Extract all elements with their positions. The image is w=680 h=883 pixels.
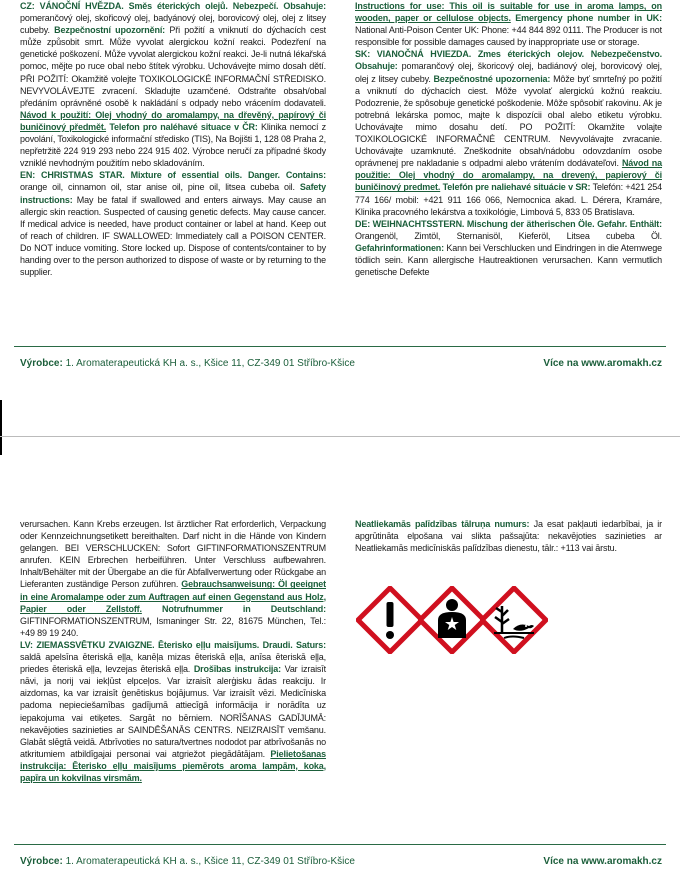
lv-section: LV: ZIEMASSVĒTKU ZVAIGZNE. Ēterisko eļļu maisījums. Draudi. Saturs: saldā apelsīna ēteriskā eļļa, kanēļa mizas ēteriskā eļļa, anīsa ēteriskā eļļa, priedes ēteriskā eļļa, levzejas ēteriskā eļļa. Drošības instrukcija: Var izraisīt nāvi, ja norij vai iekļūst elpceļos. Var izraisīt alerģisku ādas reakciju. Ir aizdomas, ka var izraisīt ģenētiskus bojājumus. Var izraisīt vēzi. Medicīniska padoma nepieciešamības gadījumā attiecīgā informācija ir norādīta uz iepakojuma vai etiķetes. Sargāt no bērniem. NORĪŠANAS GADĪJUMĀ: nekavējoties sazinieties ar SAINDĒŠANĀS CENTRS. NEIZRAISĪT vemšanu. Glabāt slēgtā veidā. Atbrīvoties no satura/tvertnes nododot par atbrīvošanās no atkritumiem atbildīgajai personai vai atgriežot piegādātājam. Pielietošanas instrukcija: Ēterisko eļļu maisījums piemērots aroma lampām, koka, papīra un kokvilnas virsmām. [20,639,326,783]
lv-phone-section: Neatliekamās palīdzības tālruņa numurs: Ja esat pakļauti iedarbībai, ja ir apgrūtināta elpošana vai slikta pašsajūta: nekavējoties sazinieties ar Neatliekamās medicīniskās palīdzības dienestu, tālr.: +113 vai ārstu. [355,519,662,554]
sk-section: SK: VIANOČNÁ HVIEZDA. Zmes éterických olejov. Nebezpečenstvo. Obsahuje: pomarančový olej, škoricový olej, badiánový olej, borovicový olej, olej z litsey cubeby. Bezpečnostné upozornenia: Môže byť smrteľný po požití a vniknutí do dýchacích ciest. Môže vyvolať alergickú kožnú reakciu. Podozrenie, že spôsobuje genetické poškodenie. Môže spôsobiť rakovinu. Ak je potrebná lekárska pomoc, majte k dispozícii obal alebo etiketu výrobku. Uchovávajte mimo dosahu detí. PO POŽITÍ: Okamžite volajte TOXIKOLOGICKÉ INFORMAČNÉ CENTRUM. Nevyvolávajte zvracanie. Uchovávajte uzamknuté. Zneškodnite obsah/nádobu odovzdaním osobe oprávnenej pre nakladanie s odpadmi alebo vrátením dodávateľovi. Návod na použitie: Olej vhodný do aromalampy, na drevený, papierový či buničinový predmet. Telefón pre naliehavé situácie v SR: Telefón: +421 254 774 166/ mobil: +421 911 166 066, Nemocnica akad. L. Dérera, Kramáre, Klinika pracovného lekárstva a toxikológie, Limbová 5, 833 05 Bratislava. [355,49,662,217]
cut-mark-top [0,400,2,436]
cz-heading: CZ: VÁNOČNÍ HVĚZDA. Směs éterických olejů. Nebezpečí. Obsahuje: [20,1,326,11]
de-section: DE: WEIHNACHTSSTERN. Mischung der ätherischen Öle. Gefahr. Enthält: Orangenöl, Zimtöl, Sternanisöl, Kieferöl, Litsea cubeba Öl. Gefahrinformationen: Kann bei Verschlucken und Eindringen in die Atemwege tödlich sein. Kann allergische Hautreaktionen verursachen. Kann vermutlich genetische Defekte [355,218,662,278]
website-line-bottom: Více na www.aromakh.cz [543,856,662,867]
de-heading: DE: WEIHNACHTSSTERN. Mischung der ätherischen Öle. Gefahr. Enthält: [355,218,662,229]
cut-gap [0,382,680,455]
health-hazard-pictogram [418,586,486,654]
en-section: EN: CHRISTMAS STAR. Mixture of essential oils. Danger. Contains: orange oil, cinnamon oil, star anise oil, pine oil, litsea cubeba oil. Safety instructions: May be fatal if swallowed and enters airways. May cause an allergic skin reaction. Suspected of causing genetic defects. May cause cancer. If medical advice is needed, have product container or label at hand. Keep out of reach of children. IF SWALLOWED: Immediately call a POISON CENTER. Do NOT induce vomiting. Store locked up. Dispose of contents/container to by handing over to the person authorized to dispose of waste or by returning to the supplier. [20,170,326,278]
sk-usage: Návod na použitie: Olej vhodný do aromalampy, na drevený, papierový či buničinový predmet. [355,158,662,193]
cut-line [0,436,680,437]
text-column-right-bottom [355,518,662,554]
de-usage: Gebrauchsanweisung: Öl geeignet in eine Aromalampe oder zum Auftragen auf einen Gegenstand aus Holz, Papier oder Zellstoff. [20,579,326,614]
exclamation-mark-pictogram [356,586,424,654]
environment-pictogram [480,586,548,654]
text-column-left-bottom [20,518,326,784]
lv-usage: Pielietošanas instrukcija: Ēterisko eļļu maisījums piemērots aroma lampām, koka, papīra un kokvilnas virsmām. [20,748,326,783]
cz-usage: Návod k použití: Olej vhodný do aromalampy, na dřevěný, papírový či buničinový předmět. [20,109,326,132]
lv-heading: LV: ZIEMASSVĒTKU ZVAIGZNE. Ēterisko eļļu maisījums. Draudi. Saturs: [20,639,326,650]
producer-line: Výrobce: 1. Aromaterapeutická KH a. s., Kšice 11, CZ-349 01 Stříbro-Kšice [20,358,355,369]
text-column-left [20,0,326,278]
en-usage: Instructions for use: This oil is suitable for use in aroma lamps, on wooden, paper or cellulose objects. [355,1,662,24]
producer-line-bottom: Výrobce: 1. Aromaterapeutická KH a. s., Kšice 11, CZ-349 01 Stříbro-Kšice [20,856,355,867]
sk-heading: SK: VIANOČNÁ HVIEZDA. Zmes éterických olejov. Nebezpečenstvo. Obsahuje: [355,49,662,72]
de-continued-section: verursachen. Kann Krebs erzeugen. Ist ärztlicher Rat erforderlich, Verpackung oder Kennzeichnungsetikett bereithalten. Darf nicht in die Hände von Kindern gelangen. BEI VERSCHLUCKEN: Sofort GIFTINFORMATIONSZENTRUM anrufen. KEIN Erbrechen herbeiführen. Unter Verschluss aufbewahren. Inhalt/Behälter mit der Übergabe an die für Abfallverwertung oder Rückgabe an Lieferanten zuständige Person zuführen. Gebrauchsanweisung: Öl geeignet in eine Aromalampe oder zum Auftragen auf einen Gegenstand aus Holz, Papier oder Zellstoff. Notrufnummer in Deutschland: GIFTINFORMATIONSZENTRUM, Ismaninger Str. 22, 81675 München, Tel.: +49 89 19 240. [20,519,327,638]
text-column-right [355,0,662,278]
label-panel-top [0,0,680,382]
cz-section: CZ: VÁNOČNÍ HVĚZDA. Směs éterických olejů. Nebezpečí. Obsahuje: pomerančový olej, skořicový olej, badyánový olej, borovicový olej, olej z litsey cubeby. Bezpečnostní upozornění: Při požití a vniknutí do dýchacích cest může způsobit smrt. Může vyvolat alergickou kožní reakci. Podezření na genetické poškození. Může vyvolat alergickou kožní reakci. Je-li nutná lékařská pomoc, mějte po ruce obal nebo štítek výrobku. Uchovávejte mimo dosah dětí. PŘI POŽITÍ: Okamžitě volejte TOXIKOLOGICKÉ INFORMAČNÍ STŘEDISKO. NEVYVOLÁVEJTE zvracení. Skladujte uzamčené. Odstraňte obsah/obal předáním oprávněné osobě k nakládání s odpady nebo vrácením dodavateli. Návod k použití: Olej vhodný do aromalampy, na dřevěný, papírový či buničinový předmět. Telefon pro naléhavé situace v ČR: Klinika nemocí z povolání, Toxikologické informační středisko (TIS), Na Bojišti 1, 128 08 Praha 2, nepřetržitě 224 919 293 nebo 224 915 402. Výrobce neručí za případné škody vzniklé nevhodným použitím nebo skladováním. [20,1,326,169]
label-panel-bottom [0,455,680,883]
footer-divider-bottom [14,844,666,845]
en-usage-section: Instructions for use: This oil is suitable for use in aroma lamps, on wooden, paper or cellulose objects. Emergency phone number in UK: National Anti-Poison Center UK: Phone: +44 844 892 0111. The Producer is not responsible for possible damages caused by inappropriate use or storage. [355,1,662,48]
en-heading: EN: CHRISTMAS STAR. Mixture of essential oils. Danger. Contains: [20,170,326,181]
website-line: Více na www.aromakh.cz [543,358,662,369]
footer-divider [14,346,666,347]
